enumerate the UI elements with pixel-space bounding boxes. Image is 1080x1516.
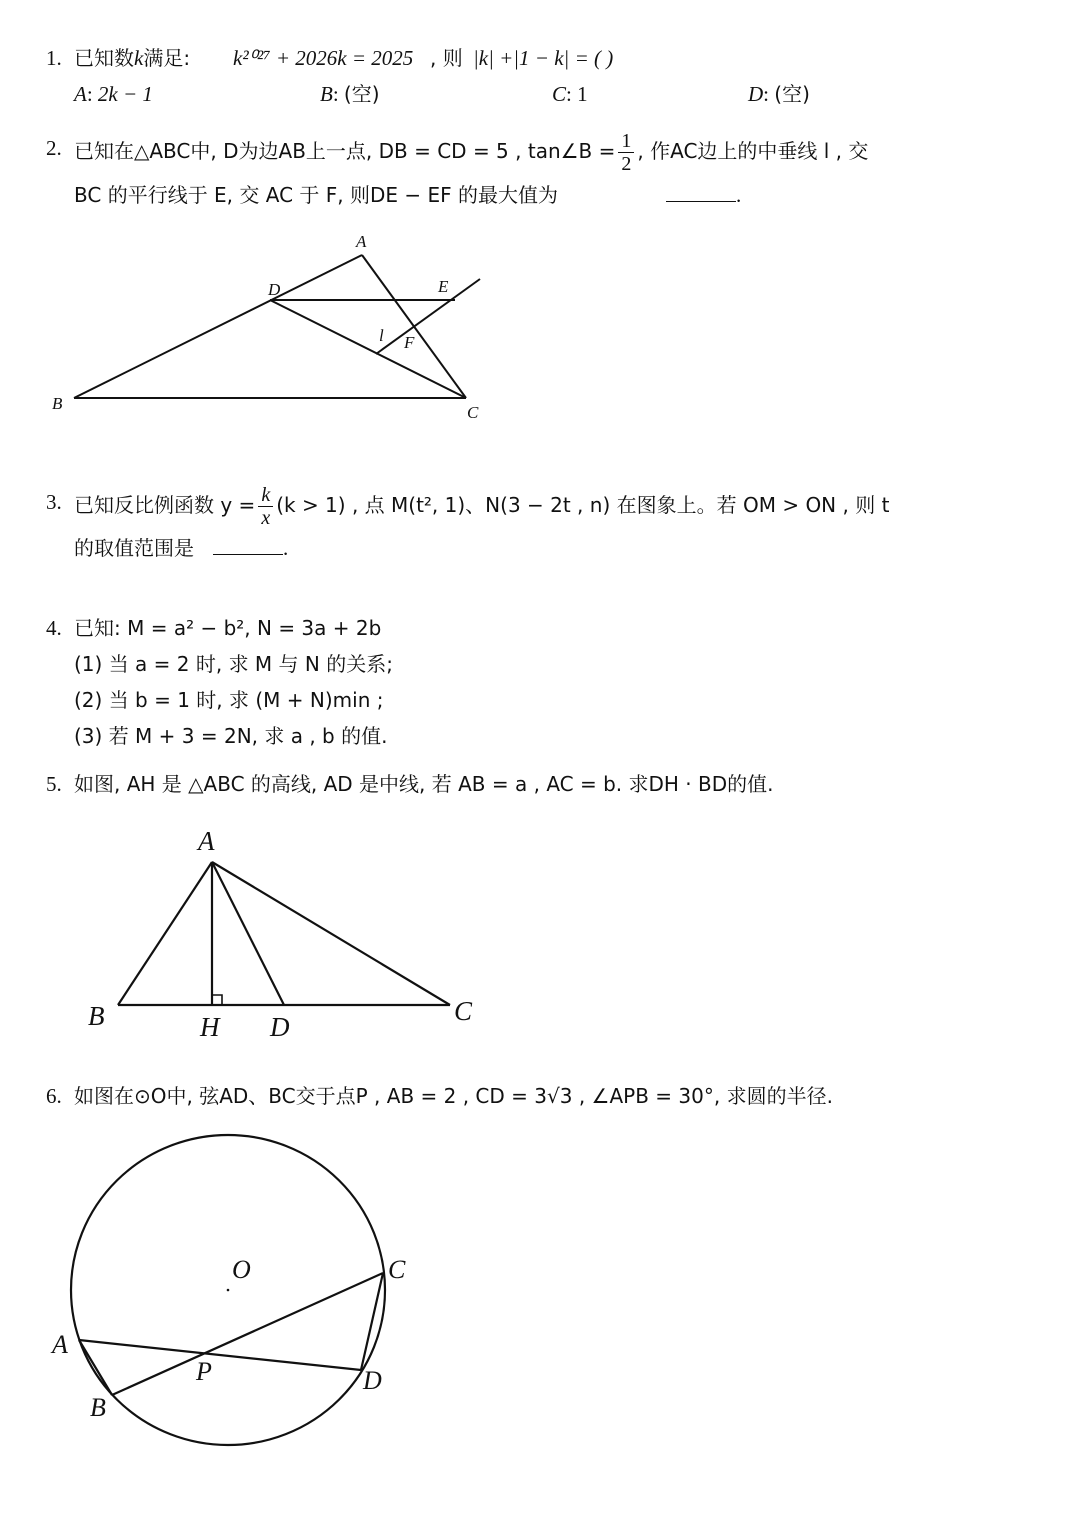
center-point-o	[227, 1289, 230, 1292]
label-P: P	[196, 1357, 212, 1386]
question-number: 3.	[46, 490, 62, 514]
label-D: D	[268, 280, 281, 299]
then-text: , 则	[430, 46, 463, 70]
option-b[interactable]: B: (空)	[320, 82, 380, 106]
option-c[interactable]: C: 1	[552, 82, 588, 106]
question-number: 1.	[46, 46, 62, 70]
segment-ab	[79, 1340, 112, 1395]
question-stem: 已知: M = a² − b², N = 3a + 2b	[74, 616, 382, 640]
label-F: F	[404, 333, 415, 352]
equation: k²⁰²⁷ + 2026k = 2025	[233, 46, 414, 70]
question-stem: 如图, AH 是 △ABC 的高线, AD 是中线, 若 AB = a , AC = b. 求DH · BD的值.	[74, 772, 774, 796]
label-C: C	[388, 1255, 406, 1284]
label-E: E	[438, 277, 449, 296]
chord-ad	[79, 1340, 361, 1370]
label-C: C	[467, 403, 479, 422]
label-B: B	[52, 394, 63, 413]
label-B: B	[90, 1393, 106, 1422]
fraction-k-over-x: $\frac{k}{x}$	[258, 484, 273, 529]
chord-bc	[112, 1273, 383, 1395]
segment-cd	[361, 1273, 383, 1370]
label-D: D	[270, 1012, 290, 1042]
question-stem: 已知在△ABC中, D为边AB上一点, DB = CD = 5 , tan∠B = $\frac{1}{2}$ , 作AC边上的中垂线 l , 交	[74, 130, 869, 175]
option-d[interactable]: D: (空)	[748, 82, 810, 106]
label-H: H	[200, 1012, 220, 1042]
question-number: 6.	[46, 1084, 62, 1108]
label-l: l	[379, 326, 384, 345]
question-number: 5.	[46, 772, 62, 796]
label-A: A	[52, 1330, 68, 1359]
question-stem: 如图在⊙O中, 弦AD、BC交于点P , AB = 2 , CD = 3√3 , ∠APB = 30°, 求圆的半径.	[74, 1084, 833, 1108]
label-A: A	[198, 826, 215, 856]
label-C: C	[454, 996, 473, 1026]
label-B: B	[88, 1001, 105, 1031]
question-stem: 已知数k满足:	[74, 46, 191, 70]
answer-blank[interactable]: .	[213, 534, 288, 562]
fraction-half: $\frac{1}{2}$	[618, 130, 634, 175]
label-A: A	[356, 232, 367, 251]
option-a[interactable]: A: 2k − 1	[74, 82, 153, 106]
question-stem: 已知反比例函数 y = $\frac{k}{x}$ (k > 1) , 点 M(t², 1)、N(3 − 2t , n) 在图象上。若 OM > ON , 则 t	[74, 484, 890, 529]
answer-blank[interactable]: .	[666, 181, 741, 209]
label-D: D	[363, 1366, 382, 1395]
label-O: O	[232, 1255, 251, 1284]
question-number: 2.	[46, 136, 62, 160]
question-number: 4.	[46, 616, 62, 640]
expression: |k| +|1 − k| = ( )	[473, 46, 614, 70]
